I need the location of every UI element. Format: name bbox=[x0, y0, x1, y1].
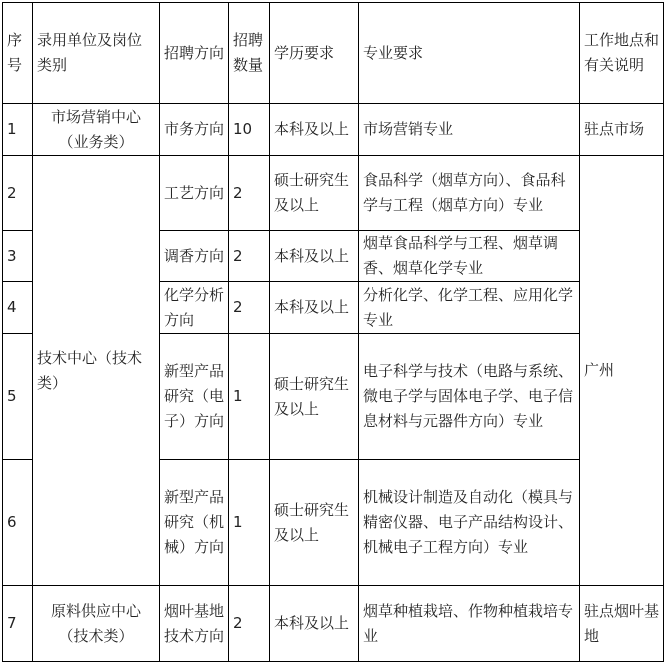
row-location-merged: 广州 bbox=[580, 156, 664, 586]
row-direction: 调香方向 bbox=[160, 231, 229, 282]
row-index: 6 bbox=[3, 460, 33, 586]
row-count: 2 bbox=[229, 282, 270, 334]
row-major: 分析化学、化学工程、应用化学专业 bbox=[359, 282, 580, 334]
header-major: 专业要求 bbox=[359, 3, 580, 104]
row-education: 本科及以上 bbox=[270, 282, 359, 334]
row-direction: 烟叶基地技术方向 bbox=[160, 586, 229, 662]
row-direction: 市务方向 bbox=[160, 104, 229, 156]
row-count: 2 bbox=[229, 586, 270, 662]
row-unit: 原料供应中心（技术类） bbox=[33, 586, 160, 662]
row-education: 本科及以上 bbox=[270, 231, 359, 282]
row-count: 2 bbox=[229, 231, 270, 282]
row-index: 5 bbox=[3, 334, 33, 460]
row-major: 市场营销专业 bbox=[359, 104, 580, 156]
row-education: 本科及以上 bbox=[270, 104, 359, 156]
row-index: 4 bbox=[3, 282, 33, 334]
header-count: 招聘数量 bbox=[229, 3, 270, 104]
row-major: 烟草种植栽培、作物种植栽培专业 bbox=[359, 586, 580, 662]
header-location: 工作地点和有关说明 bbox=[580, 3, 664, 104]
table-row bbox=[3, 156, 664, 231]
row-location: 驻点市场 bbox=[580, 104, 664, 156]
header-row bbox=[3, 3, 664, 104]
row-count: 10 bbox=[229, 104, 270, 156]
row-index: 2 bbox=[3, 156, 33, 231]
header-index: 序号 bbox=[3, 3, 33, 104]
row-direction: 工艺方向 bbox=[160, 156, 229, 231]
row-direction: 化学分析方向 bbox=[160, 282, 229, 334]
table-row bbox=[3, 586, 664, 662]
row-count: 1 bbox=[229, 334, 270, 460]
row-index: 3 bbox=[3, 231, 33, 282]
header-education: 学历要求 bbox=[270, 3, 359, 104]
row-location: 驻点烟叶基地 bbox=[580, 586, 664, 662]
row-education: 硕士研究生及以上 bbox=[270, 156, 359, 231]
row-education: 硕士研究生及以上 bbox=[270, 460, 359, 586]
row-education: 硕士研究生及以上 bbox=[270, 334, 359, 460]
recruitment-table bbox=[2, 2, 664, 662]
row-major: 机械设计制造及自动化（模具与精密仪器、电子产品结构设计、机械电子工程方向）专业 bbox=[359, 460, 580, 586]
row-unit-merged: 技术中心（技术类） bbox=[33, 156, 160, 586]
row-direction: 新型产品研究（电子）方向 bbox=[160, 334, 229, 460]
table-row bbox=[3, 104, 664, 156]
row-index: 1 bbox=[3, 104, 33, 156]
row-education: 本科及以上 bbox=[270, 586, 359, 662]
row-index: 7 bbox=[3, 586, 33, 662]
row-major: 电子科学与技术（电路与系统、微电子学与固体电子学、电子信息材料与元器件方向）专业 bbox=[359, 334, 580, 460]
row-major: 烟草食品科学与工程、烟草调香、烟草化学专业 bbox=[359, 231, 580, 282]
row-count: 1 bbox=[229, 460, 270, 586]
row-direction: 新型产品研究（机械）方向 bbox=[160, 460, 229, 586]
header-unit: 录用单位及岗位类别 bbox=[33, 3, 160, 104]
row-major: 食品科学（烟草方向）、食品科学与工程（烟草方向）专业 bbox=[359, 156, 580, 231]
recruitment-table-container bbox=[2, 2, 664, 662]
header-direction: 招聘方向 bbox=[160, 3, 229, 104]
row-count: 2 bbox=[229, 156, 270, 231]
row-unit: 市场营销中心（业务类） bbox=[33, 104, 160, 156]
